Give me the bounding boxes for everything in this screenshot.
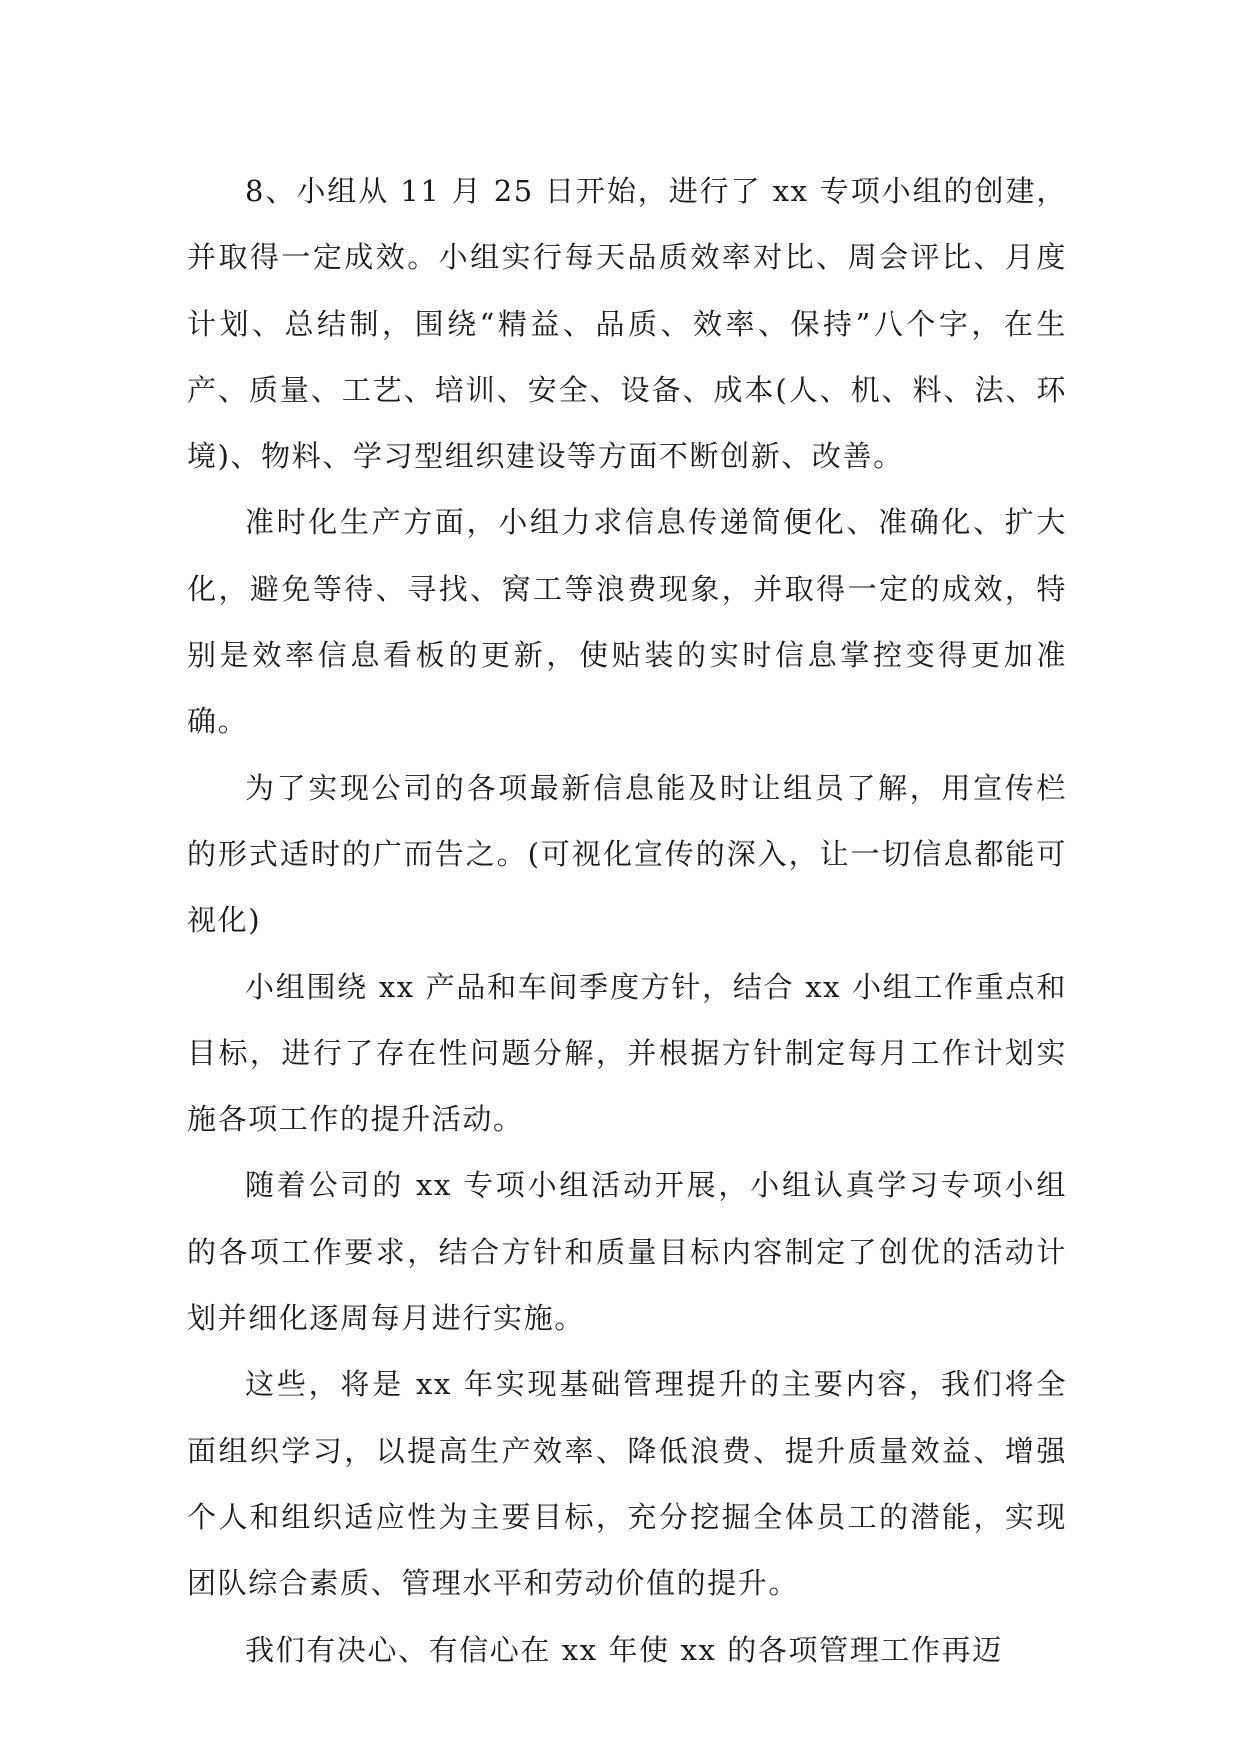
paragraph-2: 准时化生产方面，小组力求信息传递简便化、准确化、扩大化，避免等待、寻找、窝工等浪费现象，并取得一定的成效，特别是效率信息看板的更新，使贴装的实时信息掌控变得更加准确。 bbox=[187, 505, 1067, 739]
paragraph-7: 我们有决心、有信心在 xx 年使 xx 的各项管理工作再迈 bbox=[245, 1632, 1003, 1667]
document-body bbox=[187, 158, 1067, 1683]
paragraph-1: 8、小组从 11 月 25 日开始，进行了 xx 专项小组的创建，并取得一定成效。小组实行每天品质效率对比、周会评比、月度计划、总结制，围绕“精益、品质、效率、保持”八个字，在生产、质量、工艺、培训、安全、设备、成本(人、机、料、法、环境)、物料、学习型组织建设等方面不断创新、改善。 bbox=[187, 174, 1067, 474]
paragraph-4: 小组围绕 xx 产品和车间季度方针，结合 xx 小组工作重点和目标，进行了存在性问题分解，并根据方针制定每月工作计划实施各项工作的提升活动。 bbox=[187, 969, 1067, 1137]
paragraph-6: 这些，将是 xx 年实现基础管理提升的主要内容，我们将全面组织学习，以提高生产效率、降低浪费、提升质量效益、增强个人和组织适应性为主要目标，充分挖掘全体员工的潜能，实现团队综合素质、管理水平和劳动价值的提升。 bbox=[187, 1367, 1067, 1601]
paragraph-5: 随着公司的 xx 专项小组活动开展，小组认真学习专项小组的各项工作要求，结合方针和质量目标内容制定了创优的活动计划并细化逐周每月进行实施。 bbox=[187, 1168, 1067, 1336]
paragraph-3: 为了实现公司的各项最新信息能及时让组员了解，用宣传栏的形式适时的广而告之。(可视化宣传的深入，让一切信息都能可视化) bbox=[187, 770, 1067, 938]
